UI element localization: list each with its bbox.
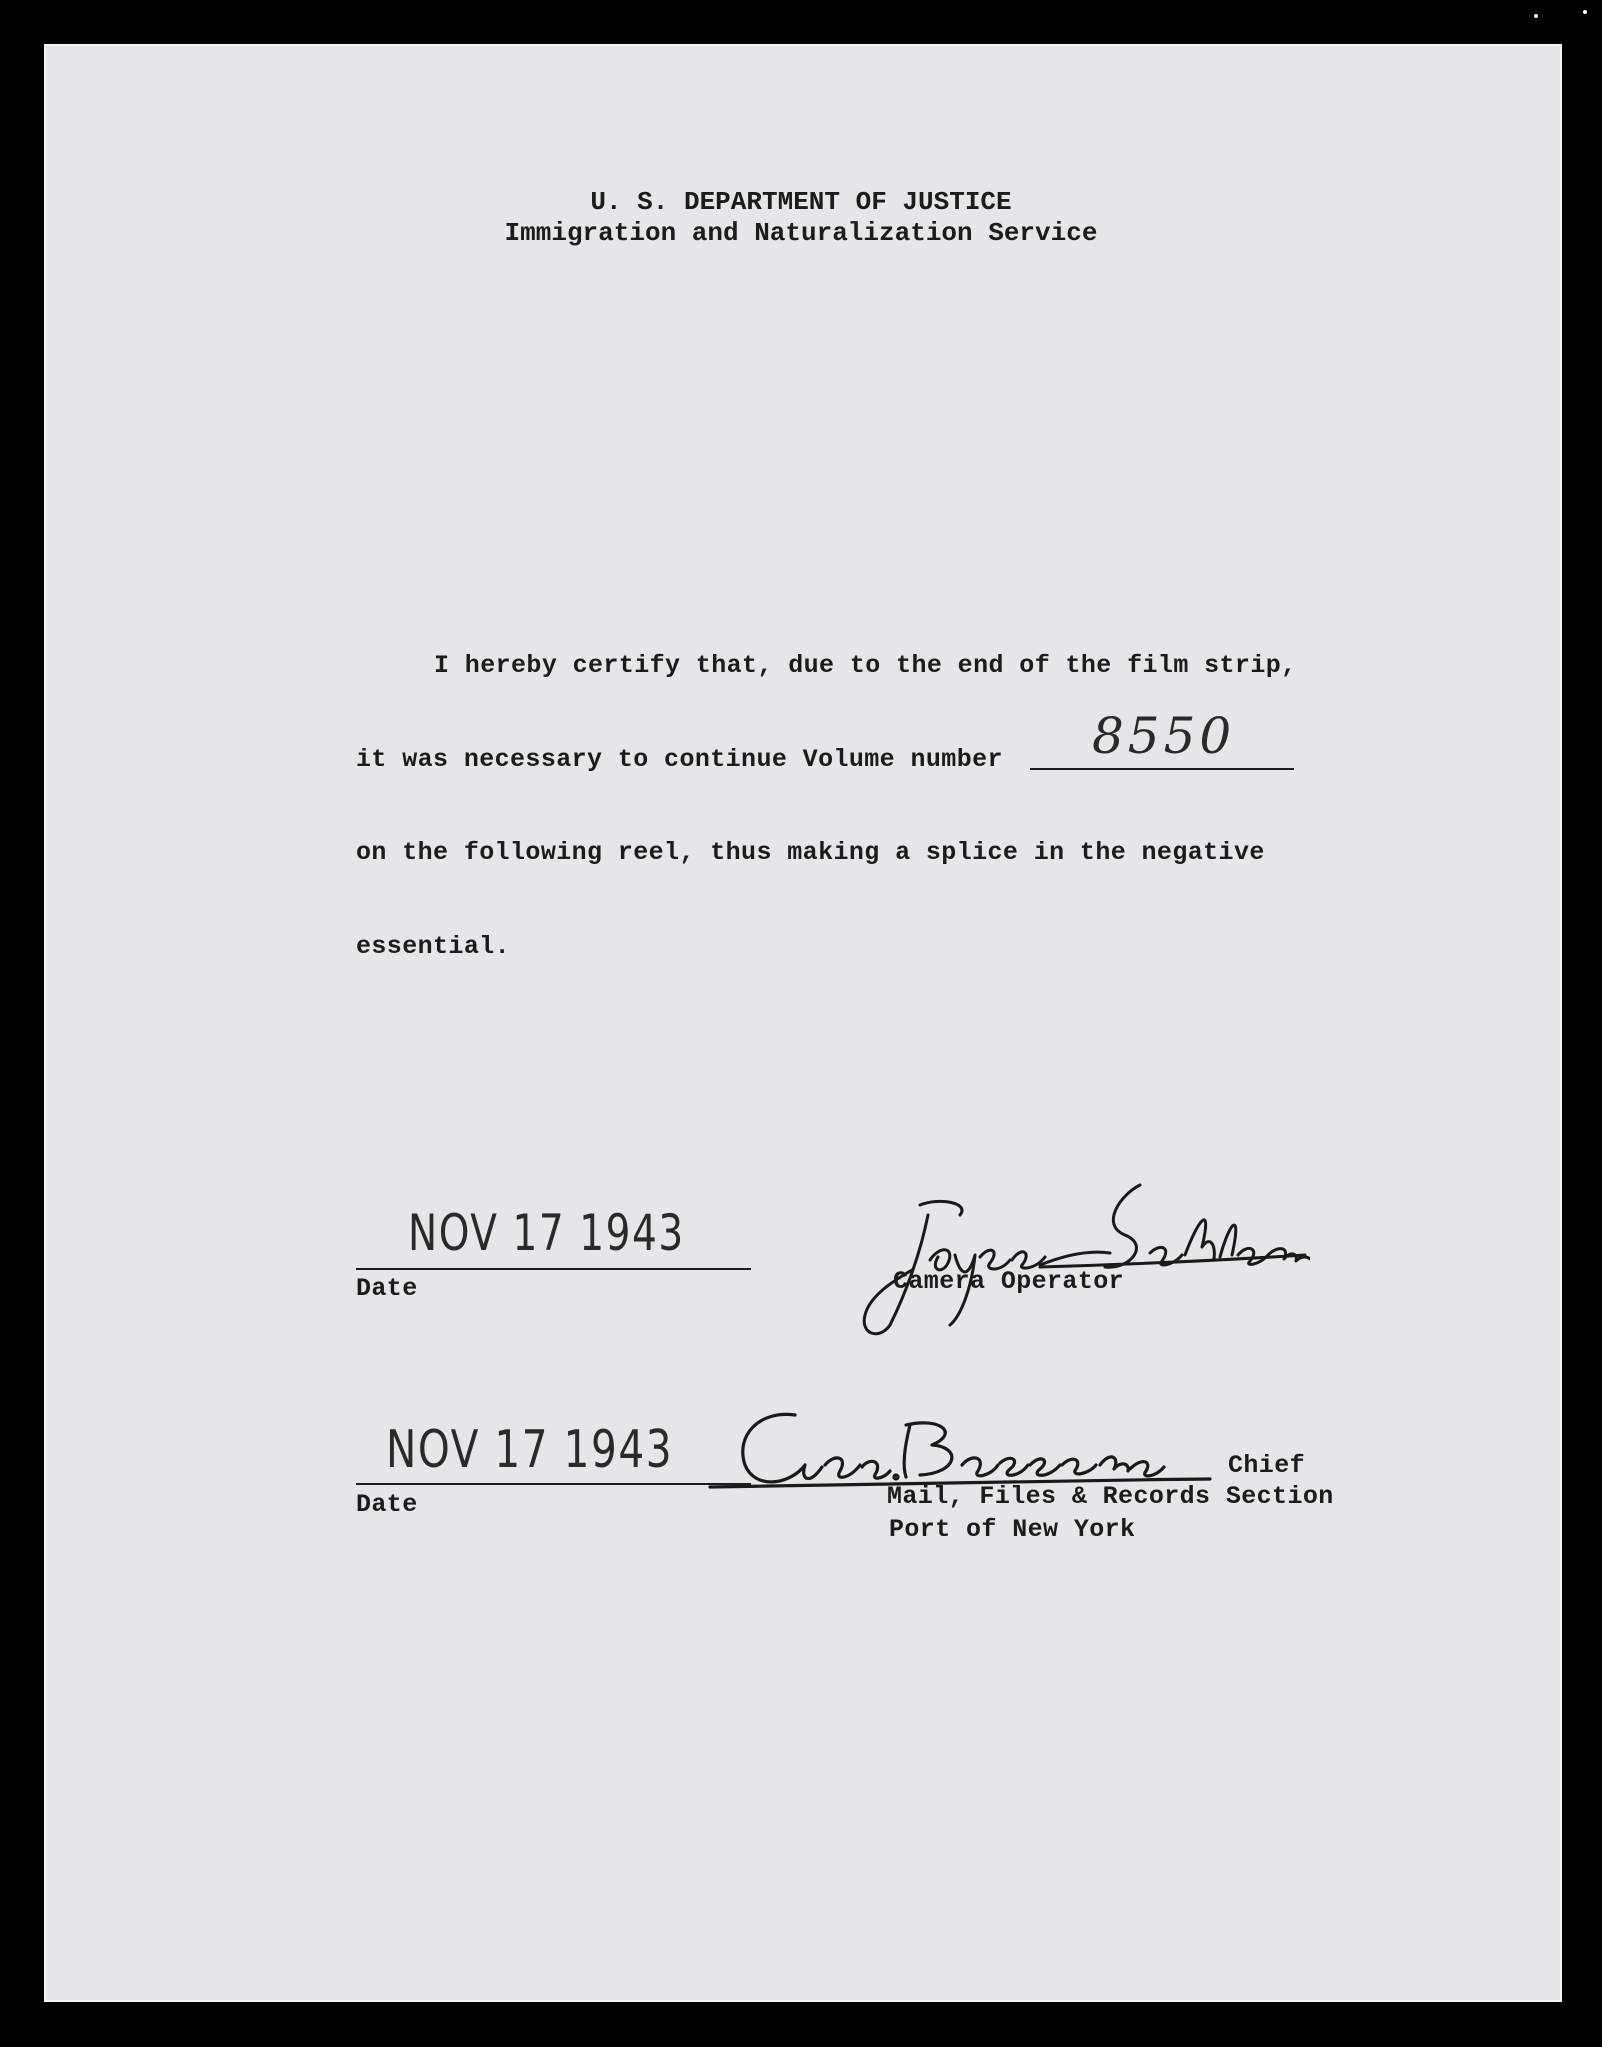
agency-subheading: Immigration and Naturalization Service [504, 218, 1098, 248]
volume-number-blank [1030, 768, 1294, 770]
document-page [44, 44, 1562, 2002]
certification-line-3: on the following reel, thus making a splice in the negative [356, 838, 1265, 867]
camera-date-label: Date [356, 1274, 418, 1303]
camera-operator-signature [850, 1175, 1310, 1345]
scan-speck [1583, 10, 1587, 14]
camera-operator-title: Camera Operator [893, 1267, 1125, 1296]
certification-line-2: it was necessary to continue Volume number [356, 745, 1003, 774]
agency-heading: U. S. DEPARTMENT OF JUSTICE [590, 187, 1012, 217]
chief-date-line [356, 1483, 751, 1485]
camera-date-line [356, 1268, 751, 1270]
volume-number-handwritten: 8550 [1092, 707, 1236, 765]
certification-line-4: essential. [356, 932, 511, 961]
chief-title-line-3: Port of New York [889, 1515, 1136, 1544]
chief-title: Chief [1228, 1451, 1306, 1480]
chief-date-stamp: NOV 17 1943 [386, 1420, 674, 1480]
camera-date-stamp: NOV 17 1943 [408, 1204, 685, 1262]
chief-title-line-2: Mail, Files & Records Section [887, 1482, 1334, 1511]
certification-line-1: I hereby certify that, due to the end of the film strip, [434, 651, 1297, 680]
chief-date-label: Date [356, 1490, 418, 1519]
scan-speck [1534, 14, 1538, 18]
